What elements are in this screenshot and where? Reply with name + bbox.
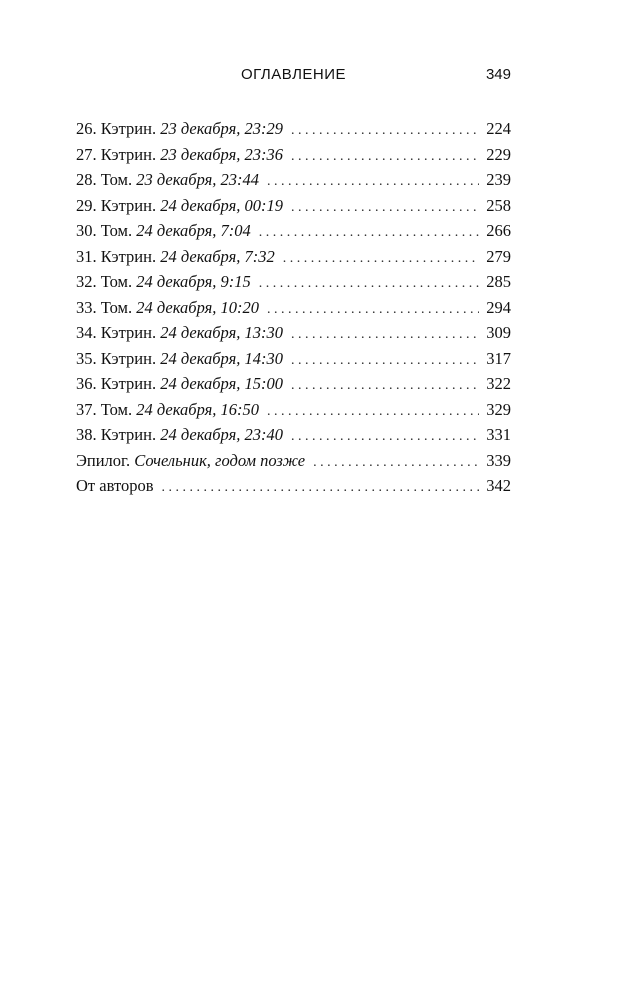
toc-entry-title [76,473,154,499]
toc-entry-page: 294 [486,297,511,317]
toc-entry [76,448,511,474]
toc-entry-prefix: 28. Том. [76,170,137,189]
toc-entry-page: 285 [486,272,511,291]
dot-leader [291,373,479,399]
toc-entry-date: 23 декабря, 23:44 [136,170,260,189]
toc-entry-date: 24 декабря, 7:32 [160,246,275,266]
toc-entry-prefix: 26. Кэтрин. [76,119,161,138]
toc-entry-title [76,167,259,193]
toc-entry [76,346,511,372]
toc-entry-prefix: 30. Том. [76,221,137,240]
dot-leader [267,399,479,425]
toc-entry-title [76,371,283,397]
toc-entry-prefix: 37. Том. [76,399,137,419]
toc-entry-date: Сочельник, годом позже [134,450,306,470]
dot-leader [291,348,479,374]
dot-leader [283,246,479,272]
dot-leader [291,424,479,450]
dot-leader [267,169,479,195]
toc-entry-prefix: 27. Кэтрин. [76,144,161,164]
toc-entry [76,320,511,346]
toc-entry-page: 339 [486,450,511,470]
toc-entry-title [76,448,305,474]
toc-entry-date: 24 декабря, 00:19 [160,195,284,215]
dot-leader [259,220,479,246]
toc-entry-date: 24 декабря, 16:50 [136,399,260,419]
toc-entry-page: 331 [486,425,511,444]
toc-entry-title [76,193,283,219]
toc-entry-date: 23 декабря, 23:29 [160,119,284,138]
toc-entry-prefix: 33. Том. [76,297,137,317]
dot-leader [267,297,479,323]
toc-entry-prefix: Эпилог. [76,450,135,470]
toc-entry-prefix: 34. Кэтрин. [76,323,161,342]
toc-entry [76,193,511,219]
table-of-contents [76,116,511,499]
toc-entry-prefix: 35. Кэтрин. [76,348,161,368]
toc-entry-title [76,142,283,168]
toc-entry-page: 329 [486,399,511,419]
toc-entry-prefix: 38. Кэтрин. [76,425,161,444]
toc-entry-title [76,422,283,448]
toc-entry [76,473,511,499]
toc-entry-date: 24 декабря, 15:00 [160,374,284,393]
running-head [76,64,511,86]
toc-entry-title [76,116,283,142]
toc-entry-page: 322 [486,374,511,393]
toc-entry-date: 23 декабря, 23:36 [160,144,284,164]
toc-entry [76,244,511,270]
page-number: 349 [485,66,511,83]
toc-entry-date: 24 декабря, 10:20 [136,297,260,317]
dot-leader [313,450,479,476]
toc-entry [76,397,511,423]
toc-entry-date: 24 декабря, 23:40 [160,425,284,444]
toc-entry-prefix: 31. Кэтрин. [76,246,161,266]
toc-entry-prefix: 29. Кэтрин. [76,195,161,215]
toc-entry-prefix: 32. Том. [76,272,137,291]
toc-entry-date: 24 декабря, 9:15 [136,272,251,291]
toc-entry-date: 24 декабря, 14:30 [160,348,284,368]
toc-entry-title [76,397,259,423]
toc-entry-title [76,218,251,244]
toc-entry-page: 279 [486,246,511,266]
toc-entry-page: 229 [486,144,511,164]
toc-entry [76,422,511,448]
toc-entry-page: 317 [486,348,511,368]
toc-entry-page: 342 [486,476,511,495]
toc-entry-prefix: 36. Кэтрин. [76,374,161,393]
page-title: ОГЛАВЛЕНИЕ [240,66,347,83]
toc-entry-page: 309 [486,323,511,342]
toc-entry-page: 258 [486,195,511,215]
toc-entry-page: 266 [486,221,511,240]
toc-entry [76,295,511,321]
toc-entry-page: 239 [486,170,511,189]
dot-leader [291,144,479,170]
toc-entry-date: 24 декабря, 7:04 [136,221,251,240]
dot-leader [162,475,480,501]
dot-leader [291,118,479,144]
dot-leader [291,195,479,221]
toc-entry-title [76,346,283,372]
toc-entry-title [76,295,259,321]
dot-leader [291,322,479,348]
toc-entry [76,167,511,193]
toc-entry [76,116,511,142]
toc-entry-title [76,320,283,346]
toc-entry [76,218,511,244]
toc-entry-title [76,269,251,295]
toc-entry [76,269,511,295]
dot-leader [259,271,479,297]
toc-entry-page: 224 [486,119,511,138]
toc-entry [76,371,511,397]
toc-entry-prefix: От авторов [76,476,154,495]
toc-entry-title [76,244,275,270]
toc-entry-date: 24 декабря, 13:30 [160,323,284,342]
toc-entry [76,142,511,168]
